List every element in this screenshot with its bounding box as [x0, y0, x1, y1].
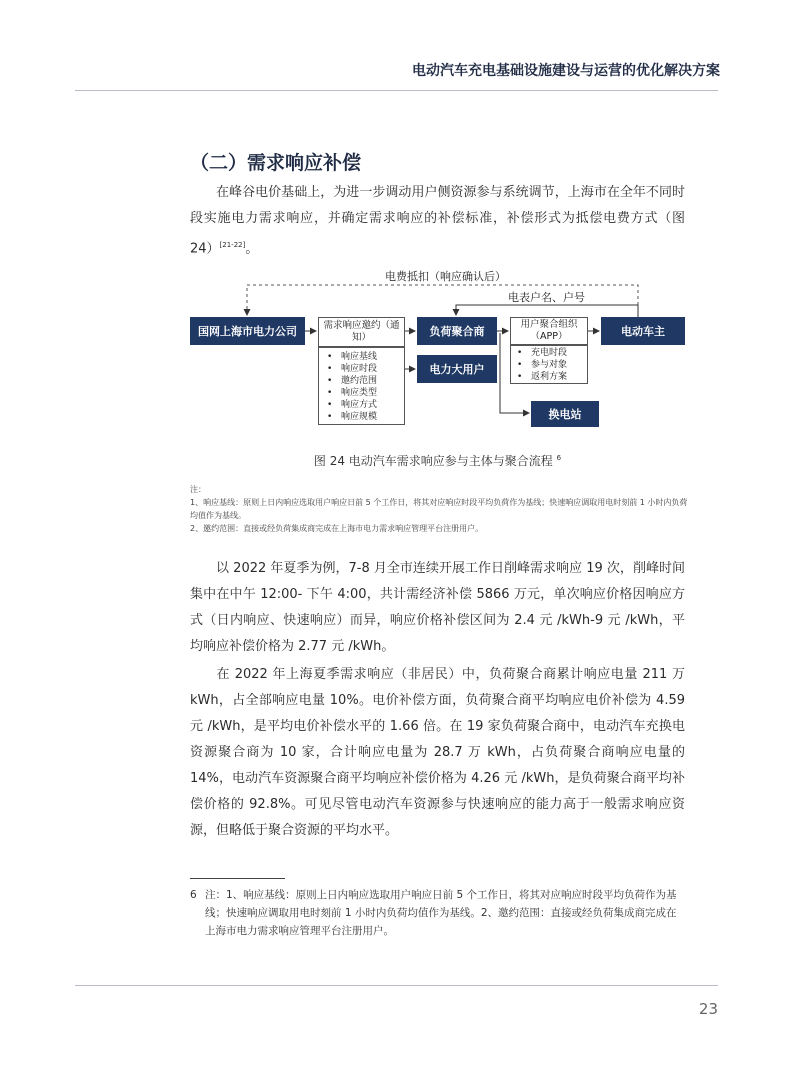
account-info-arrow	[456, 305, 638, 317]
org-item: • 返利方案	[517, 371, 567, 383]
diagram-account-label: 电表户名、户号	[508, 291, 585, 304]
diagram-bill-deduction-label: 电费抵扣（响应确认后）	[385, 270, 506, 283]
intro-paragraph	[190, 180, 685, 262]
footnote-text: 注：1、响应基线：原则上日内响应选取用户响应日前 5 个工作日，将其对应响应时段平均负荷作为基线；快速响应调取用电时刻前 1 小时内负荷均值作为基线。2、邀约范围：直接或经负荷集成商完成在上海市电力需求响应管理平台注册用户。	[205, 889, 677, 937]
demand-response-flow-diagram	[190, 265, 685, 440]
notes-line-1: 1、响应基线：原则上日内响应选取用户响应日前 5 个工作日，将其对应响应时段平均负荷作为基线；快速响应调取用电时刻前 1 小时内负荷均值作为基线。	[190, 498, 688, 520]
section-title: （二）需求响应补偿	[190, 152, 362, 174]
invite-items-list	[327, 351, 377, 423]
figure-caption	[190, 452, 685, 469]
invite-item: • 响应时段	[327, 363, 377, 375]
org-items-list	[517, 347, 567, 383]
node-load-aggregator: 负荷聚合商	[417, 317, 497, 345]
node-user-aggregation-org: 用户聚合组织（APP）	[510, 317, 588, 345]
footnote-number: 6	[190, 889, 197, 901]
figure-footnote-ref: 6	[556, 454, 562, 462]
intro-text: 在峰谷电价基础上，为进一步调动用户侧资源参与系统调节，上海市在全年不同时段实施电力需求响应，并确定需求响应的补偿标准，补偿形式为抵偿电费方式（图 24）	[190, 185, 685, 257]
invite-item: • 响应基线	[327, 351, 377, 363]
footnote	[190, 886, 685, 940]
org-item: • 参与对象	[517, 359, 567, 371]
intro-end: 。	[245, 241, 259, 257]
diagram-connectors	[190, 265, 685, 440]
node-state-grid: 国网上海市电力公司	[190, 317, 305, 345]
invite-item: • 响应方式	[327, 399, 377, 411]
node-large-power-user: 电力大用户	[417, 355, 497, 383]
page-number: 23	[698, 1000, 718, 1018]
paragraph-2022-summer-text: 以 2022 年夏季为例，7-8 月全市连续开展工作日削峰需求响应 19 次，削峰时间集中在中午 12:00- 下午 4:00，共计需经济补偿 5866 万元，单次响应价格因响应方式（日内响应、快速响应）而异，响应价格补偿区间为 2.4 元 /kWh-9 元 /kWh，平均响应补偿价格为 2.77 元 /kWh。	[190, 561, 685, 654]
paragraph-aggregator-stats-text: 在 2022 年上海夏季需求响应（非居民）中，负荷聚合商累计响应电量 211 万 kWh，占全部响应电量 10%。电价补偿方面，负荷聚合商平均响应电价补偿为 4.59 元 /kWh，是平均电价补偿水平的 1.66 倍。在 19 家负荷聚合商中，电动汽车充换电资源聚合商为 10 家，合计响应电量为 28.7 万 kWh，占负荷聚合商响应电量的 14%，电动汽车资源聚合商平均响应补偿价格为 4.26 元 /kWh，是负荷聚合商平均补偿价格的 92.8%。可见尽管电动汽车资源参与快速响应的能力高于一般需求响应资源，但略低于聚合资源的平均水平。	[190, 667, 685, 838]
invite-item: • 响应类型	[327, 387, 377, 399]
footer-divider	[75, 985, 718, 986]
paragraph-aggregator-stats	[190, 662, 685, 844]
invite-item: • 邀约范围	[327, 375, 377, 387]
node-swap-station: 换电站	[531, 401, 599, 427]
invite-item: • 响应规模	[327, 411, 377, 423]
org-item: • 充电时段	[517, 347, 567, 359]
figure-caption-text: 图 24 电动汽车需求响应参与主体与聚合流程	[313, 454, 553, 468]
node-demand-response-invite: 需求响应邀约（通知）	[318, 317, 405, 347]
notes-line-2: 2、邀约范围：直接或经负荷集成商完成在上海市电力需求响应管理平台注册用户。	[190, 524, 484, 533]
citation-ref: [21-22]	[219, 241, 246, 249]
node-ev-owner: 电动车主	[601, 317, 685, 345]
footnote-divider	[190, 878, 285, 879]
figure-notes	[190, 483, 690, 535]
notes-title: 注：	[190, 485, 206, 494]
running-header-title: 电动汽车充电基础设施建设与运营的优化解决方案	[412, 63, 720, 79]
paragraph-2022-summer	[190, 556, 685, 660]
header-divider	[75, 90, 718, 91]
